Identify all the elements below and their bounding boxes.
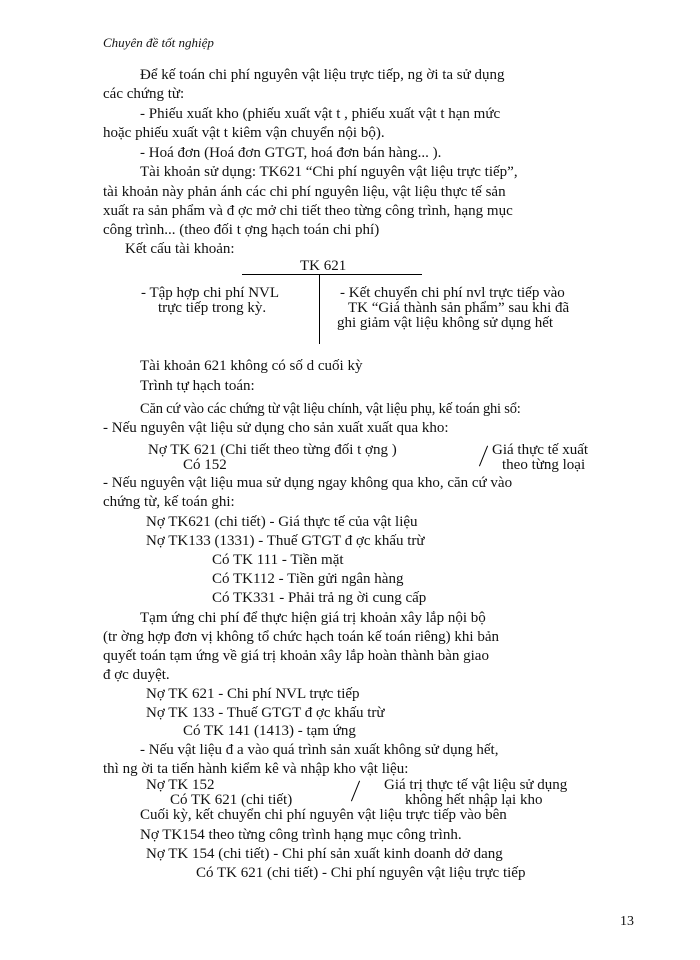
paragraph-line: Căn cứ vào các chứng từ vật liệu chính, vật liệu phụ, kế toán ghi sổ:	[140, 401, 521, 417]
journal-debit: Nợ TK 621 (Chi tiết theo từng đối t ợng )	[148, 442, 397, 458]
journal-line: Có TK 621 (chi tiết) - Chi phí nguyên vật liệu trực tiếp	[196, 865, 526, 881]
journal-credit: Có TK 621 (chi tiết)	[170, 792, 293, 808]
page-number: 13	[620, 914, 634, 929]
journal-note: Giá trị thực tế vật liệu sử dụng	[384, 777, 568, 793]
paragraph-line: xuất ra sản phẩm và đ ợc mở chi tiết theo từng công trình, hạng mục	[103, 203, 513, 219]
journal-note: Giá thực tế xuất	[492, 442, 589, 458]
paragraph-line: - Hoá đơn (Hoá đơn GTGT, hoá đơn bán hàng... ).	[140, 145, 442, 161]
t-account-debit-text: trực tiếp trong kỳ.	[158, 300, 267, 316]
paragraph-line: các chứng từ:	[103, 86, 185, 102]
paragraph-line: - Phiếu xuất kho (phiếu xuất vật t , phiếu xuất vật t hạn mức	[140, 106, 501, 122]
page-header: Chuyên đề tốt nghiệp	[103, 35, 214, 50]
paragraph-line: Để kế toán chi phí nguyên vật liệu trực tiếp, ng ời ta sử dụng	[140, 67, 505, 83]
paragraph-line: Tạm ứng chi phí để thực hiện giá trị khoản xây lắp nội bộ	[140, 610, 486, 626]
paragraph-line: - Nếu vật liệu đ a vào quá trình sản xuất không sử dụng hết,	[140, 742, 499, 758]
paragraph-line: công trình... (theo đối t ợng hạch toán chi phí)	[103, 222, 380, 238]
journal-line: Nợ TK133 (1331) - Thuế GTGT đ ợc khấu trừ	[146, 533, 425, 549]
journal-line: Có TK 141 (1413) - tạm ứng	[183, 723, 356, 739]
journal-line: Nợ TK621 (chi tiết) - Giá thực tế của vật liệu	[146, 514, 418, 530]
journal-line: Có TK331 - Phải trả ng ời cung cấp	[212, 590, 427, 606]
paragraph-line: chứng từ, kế toán ghi:	[103, 494, 235, 510]
journal-line: Nợ TK 154 (chi tiết) - Chi phí sản xuất kinh doanh dở dang	[146, 846, 503, 862]
paragraph-line: tài khoản này phản ánh các chi phí nguyên liệu, vật liệu thực tế sản	[103, 184, 506, 200]
paragraph-line: Trình tự hạch toán:	[140, 378, 255, 394]
t-account-credit-text: ghi giảm vật liệu không sử dụng hết	[337, 315, 554, 331]
t-account-debit-text: - Tập hợp chi phí NVL	[141, 285, 280, 301]
paragraph-line: Cuối kỳ, kết chuyển chi phí nguyên vật liệu trực tiếp vào bên	[140, 807, 507, 823]
paragraph-line: quyết toán tạm ứng về giá trị khoản xây lắp hoàn thành bàn giao	[103, 648, 489, 664]
journal-line: Có TK 111 - Tiền mặt	[212, 552, 344, 568]
paragraph-line: đ ợc duyệt.	[103, 667, 170, 683]
paragraph-line: thì ng ời ta tiến hành kiểm kê và nhập kho vật liệu:	[103, 761, 409, 777]
journal-line: Có TK112 - Tiền gửi ngân hàng	[212, 571, 404, 587]
t-account-top-line	[242, 274, 422, 275]
journal-note: theo từng loại	[502, 457, 586, 473]
paragraph-line: (tr ờng hợp đơn vị không tổ chức hạch toán kế toán riêng) khi bản	[103, 629, 499, 645]
slash-divider	[479, 446, 488, 467]
paragraph-line: Tài khoản 621 không có số d cuối kỳ	[140, 358, 363, 374]
slash-divider	[351, 781, 360, 802]
journal-debit: Nợ TK 152	[146, 777, 215, 793]
t-account-divider	[319, 274, 320, 344]
journal-credit: Có 152	[183, 457, 227, 473]
t-account-credit-text: - Kết chuyển chi phí nvl trực tiếp vào	[340, 285, 565, 301]
paragraph-line: Nợ TK154 theo từng công trình hạng mục công trình.	[140, 827, 462, 843]
paragraph-line: Kết cấu tài khoản:	[125, 241, 235, 257]
paragraph-line: hoặc phiếu xuất vật t kiêm vận chuyển nội bộ).	[103, 125, 385, 141]
paragraph-line: - Nếu nguyên vật liệu mua sử dụng ngay không qua kho, căn cứ vào	[103, 475, 513, 491]
t-account-title: TK 621	[300, 258, 347, 274]
journal-line: Nợ TK 133 - Thuế GTGT đ ợc khấu trừ	[146, 705, 385, 721]
journal-note: không hết nhập lại kho	[405, 792, 543, 808]
paragraph-line: - Nếu nguyên vật liệu sử dụng cho sản xuất xuất qua kho:	[103, 420, 449, 436]
t-account-credit-text: TK “Giá thành sản phẩm” sau khi đã	[348, 300, 570, 316]
paragraph-line: Tài khoản sử dụng: TK621 “Chi phí nguyên vật liệu trực tiếp”,	[140, 164, 518, 180]
journal-line: Nợ TK 621 - Chi phí NVL trực tiếp	[146, 686, 360, 702]
